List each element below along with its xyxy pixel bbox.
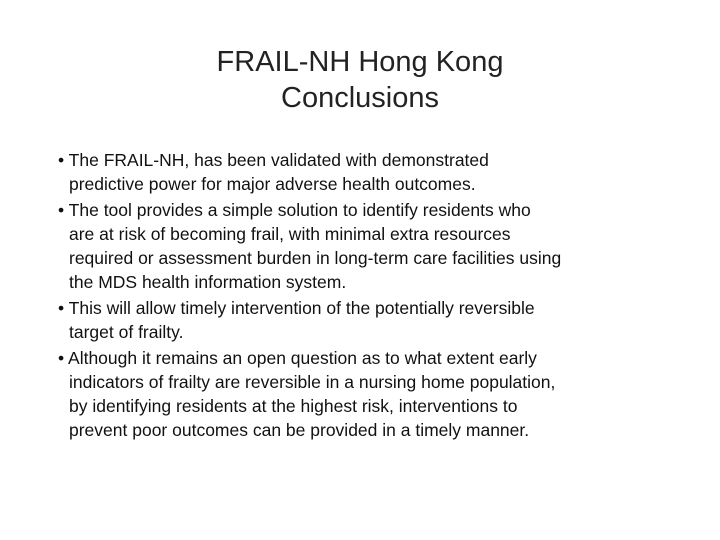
bullet-line: target of frailty. <box>69 322 184 342</box>
bullet-line: • This will allow timely intervention of the potentially reversible <box>58 298 535 318</box>
bullet-line: predictive power for major adverse health outcomes. <box>69 174 476 194</box>
bullet-line: • Although it remains an open question as to what extent early <box>58 348 537 368</box>
bullet-item <box>58 296 698 344</box>
title-line-1: FRAIL-NH Hong Kong <box>216 46 504 78</box>
bullet-line: indicators of frailty are reversible in a nursing home population, <box>69 372 556 392</box>
bullet-list <box>58 148 698 444</box>
bullet-line: prevent poor outcomes can be provided in a timely manner. <box>69 420 530 440</box>
bullet-line: required or assessment burden in long-term care facilities using <box>69 248 562 268</box>
bullet-line: • The tool provides a simple solution to identify residents who <box>58 200 531 220</box>
bullet-line: the MDS health information system. <box>69 272 347 292</box>
bullet-line: • The FRAIL-NH, has been validated with demonstrated <box>58 150 489 170</box>
bullet-line: by identifying residents at the highest risk, interventions to <box>69 396 518 416</box>
title-line-2: Conclusions <box>281 82 439 114</box>
slide-title <box>0 44 720 116</box>
bullet-item <box>58 346 698 442</box>
bullet-line: are at risk of becoming frail, with minimal extra resources <box>69 224 511 244</box>
bullet-item <box>58 198 698 294</box>
bullet-item <box>58 148 698 196</box>
